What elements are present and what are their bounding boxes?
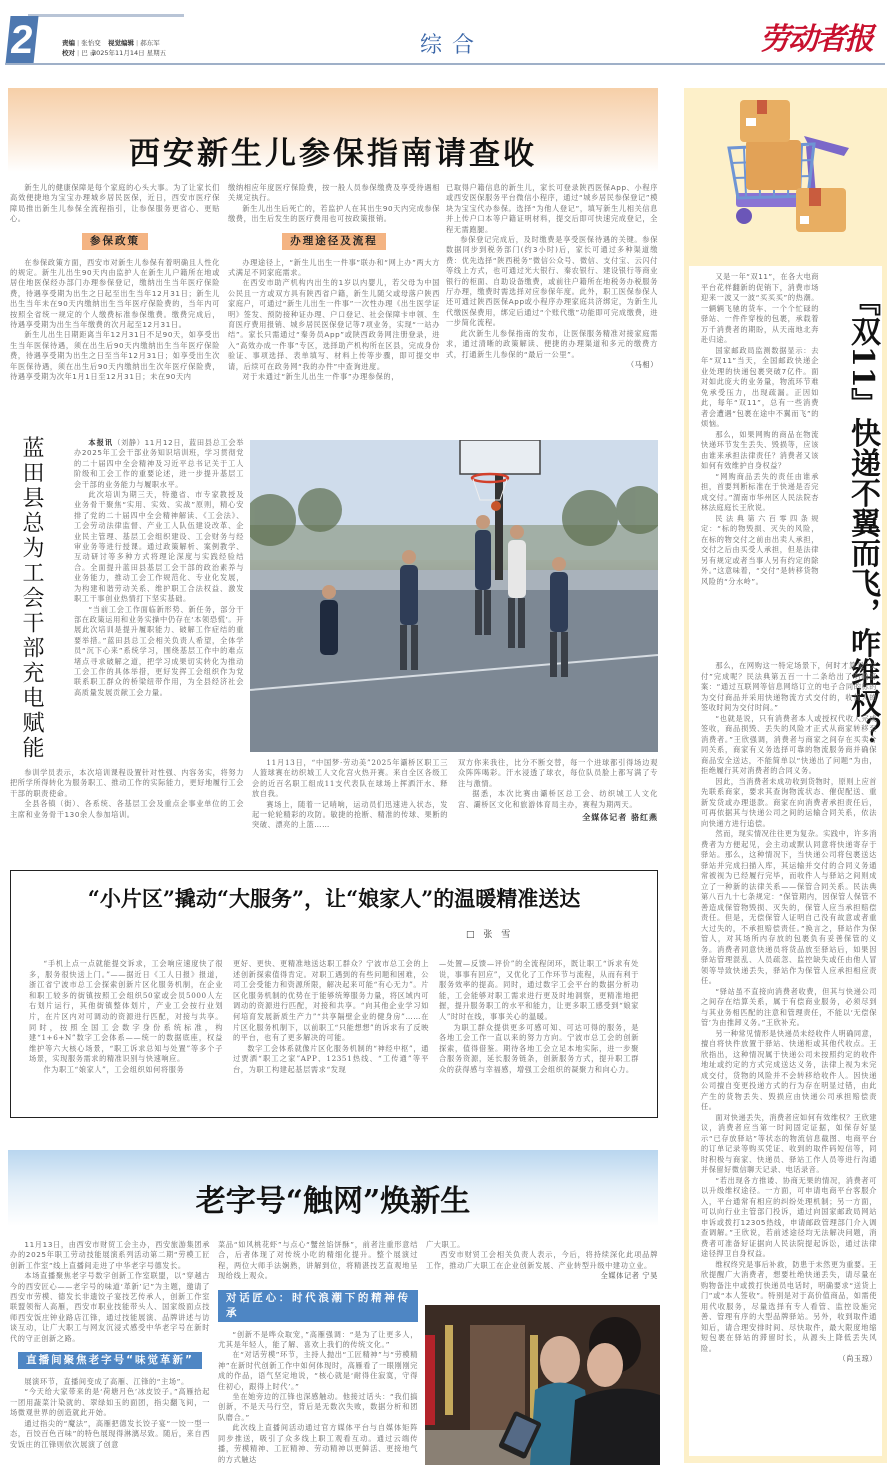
sidebar-title[interactable]: 『双11』快递不翼而飞，咋维权？	[845, 286, 880, 748]
sidebar-paragraph: 国家邮政局监测数据显示：去年“双11”当天，全国邮政快递企业处理的快递包裹突破7亿件。面对如此庞大的业务量，物流环节难免承受压力，出现疏漏。正因如此，每年“双11”，总有一些消费者会遭遇“包裹在途中不翼而飞”的烦恼。	[701, 345, 819, 428]
page-header	[0, 0, 892, 72]
sidebar-paragraph: 又是一年“双11”，在各大电商平台花样翻新的促销下，消费市场迎来一波又一波“买买买”的热潮。一辆辆飞驰的货车、一个个忙碌的驿站、一件件穿梭的包裹，承载着万千消费者的期盼，从天南地北奔赴归途。	[701, 272, 819, 344]
editor-label: 责编	[62, 39, 75, 47]
photo-story-paragraph: 赛场上，随着一记哨响，运动员们迅速进入状态，发起一轮轮精彩的攻防。敏捷的抢断、精准的传球、果断的突破、漂亮的上篮……	[252, 799, 448, 830]
article1-paragraph: 缴纳相应年度医疗保险费，按一般人员参保缴费及享受待遇相关规定执行。	[228, 183, 440, 203]
article3-column-1	[29, 959, 223, 1076]
article2-paragraph: 全县各镇（街）、各系统、各基层工会及重点企事业单位的工会主席和业务骨干130余人参加培训。	[10, 799, 244, 819]
masthead-logo[interactable]: 劳动者报	[760, 22, 872, 57]
article2-title[interactable]: 蓝田县总为工会干部充电赋能	[19, 436, 44, 761]
article1-subhead-policy: 参保政策	[82, 233, 148, 250]
visual-editor-label: 视觉编辑	[108, 39, 134, 47]
article2-paragraph: “当前工会工作面临新形势、新任务，部分干部在政策运用和业务实操中仍存在‘本领恐慌’。开展此次培训是提升履职能力、破解工作症结的重要举措。”蓝田县总工会相关负责人希望，全体学员“沉下心来”系统学习，围绕基层工作中的难点堵点寻求破解之道，把学习成果切实转化为推动工会工作的具体举措，更好发挥工会组织作为党联系职工群众的桥梁纽带作用，为全县经济社会高质量发展贡献工会力量。	[74, 604, 244, 697]
article4-paragraph: 本场直播聚焦老字号数字创新工作室联盟，以“穿越古今的西安匠心——老字号的味道‘革新’记”为主题，邀请了西安市劳模、德发长非遗饺子宴技艺传承人，创新工作室联盟领衔人高雁，西安市职业技能带头人、国家级面点技师西安饭庄钟业路店江锋，通过技能展演、品牌讲述与访谈互动，让广大职工与网友沉浸式感受中华老字号在新时代的守正创新之路。	[10, 1271, 210, 1343]
article4-column-1	[10, 1240, 210, 1450]
article1-paragraph: 此次新生儿参保指南的发布，让医保服务精准对接家庭需求，通过清晰的政策解读、便捷的办理渠道和多元的缴费方式，打通新生儿参保的“最后一公里”。	[446, 328, 658, 359]
section-title: 综合	[420, 33, 485, 58]
article1-byline: （马相）	[626, 359, 658, 369]
livestream-photo[interactable]	[425, 1305, 660, 1465]
sidebar-paragraph: “若出现各方推诿、协商无果的情况，消费者可以升级维权途径。一方面，可申请电商平台客服介入，平台通常有相应的纠纷处理机制；另一方面，可以向行业主管部门投诉，通过向国家邮政局网站申诉或拨打12305热线，申请邮政管理部门介入调查调解。”王欣说，若前述途径均无法解决问题，消费者可准备好证据向人民法院提起诉讼，通过法律途径捍卫自身权益。	[701, 1175, 877, 1258]
article4-paragraph: 11月13日，由西安市财贸工会主办，西安旅游集团承办的2025年职工劳动技能展演系列活动第二期“劳模工匠创新工作室”线上直播间走进了中华老字号德发长。	[10, 1240, 210, 1270]
header-rule-top	[28, 14, 184, 17]
article3-column-2	[233, 959, 429, 1076]
article1-paragraph: 在西安市助产机构内出生的1岁以内婴儿，若父母为中国公民且一方或双方具有陕西省户籍，新生儿随父或母落户陕西家庭户，可通过“新生儿出生一件事”一次性办理《出生医学证明》签发、预防接种证办理、户口登记、社会保障卡申领、生育医疗费用报销、城乡居民医保登记等7项业务，实现“一站办结”。家长只需通过“秦务员App”或陕西政务网注册登录，进入“高效办成一件事”专区，选择助产机构所在区县，完成身份验证、事项选择、表单填写、材料上传等步骤，即可提交申请，后续可在政务网“我的办件”中查询进度。	[228, 278, 440, 371]
sidebar-paragraph: 因此，当消费者未成功收到货物时，原则上应首先联系商家，要求其查询物流状态、催促配送、重新发货或办理退款。商家在向消费者承担责任后，可再依据其与快递公司之间的运输合同关系，依法向快递方进行追偿。	[701, 776, 877, 828]
article4-paragraph: 菜品“如风桃花虾”与点心“蟹丝馅饼酥”，前者注重形意结合，后者体现了对传统小吃的精细化提升。整个展演过程，两位大师手法娴熟，讲解到位，将精湛技艺直观地呈现给线上观众。	[218, 1240, 418, 1281]
article3-author: 张 雪	[483, 930, 514, 940]
sidebar-paragraph: 另一种常见情形是快递员未经收件人明确同意，擅自将快件放置于驿站、快递柜或其他代收点。王欣指出，这种情况属于快递公司未按照约定的收件地址或约定的方式完成送达义务，法律上视为未完成交付，货物的风险并不会转移给收件人。因快递公司擅自变更投递方式的行为存在明显过错，由此产生的货物丢失、毁损应由快递公司承担赔偿责任。	[701, 1028, 877, 1111]
livestream-scene-illustration	[425, 1305, 660, 1465]
article4-byline: 全媒体记者 宁昊	[600, 1271, 658, 1281]
shopping-cart-illustration	[684, 88, 887, 266]
article4-paragraph: 坐在她旁边的江锋也深感触动。他接过话头：“我们搞创新，不是天马行空，背后是无数次失败，数据分析和团队磨合。”	[218, 1392, 418, 1422]
article3-column-3	[439, 959, 639, 1076]
article1-column-1	[10, 183, 220, 383]
article2-paragraph: （刘静）11月12日，蓝田县总工会举办2025年工会干部业务知识培训班，学习贯彻党的二十届四中全会精神及习近平总书记关于工人阶级和工会工作的重要论述，进一步提升基层工会干部的业务能力与履职水平。	[74, 438, 244, 489]
header-rule-bottom	[5, 63, 885, 65]
article1-paragraph: 新生儿出生日期距离当年12月31日不足90天，如享受出生当年医保待遇，须在出生后90天内缴纳出生当年医疗保险费，待遇享受期为出生之日至当年12月31日；如享受出生次年医保待遇，须在出生后90天内缴纳出生次年医疗保险费，待遇享受期为次年1月1日至12月31日；未在90天内	[10, 330, 220, 382]
article2-dateline: 本报讯	[88, 438, 114, 447]
article1-banner	[8, 88, 658, 172]
sidebar-paragraph: 然而，现实情况往往更为复杂。实践中，许多消费者为方便起见，会主动或默认同意将快递寄存于驿站。那么，这种情况下，当快递公司将包裹送达驿站并完成扫描入库，其运输并交付的合同义务通常被视为已经履行完毕，而收件人与驿站之间则成立了一种新的法律关系——保管合同关系。民法典第八百九十七条规定：“保管期内，因保管人保管不善造成保管物毁损、灭失的，保管人应当承担赔偿责任。但是，无偿保管人证明自己没有故意或者重大过失的，不承担赔偿责任。”换言之，驿站作为保管人，对其场所内存放的包裹负有妥善保管的义务。消费者同意快递员将货品放至驿站后，如果因驿站管理混乱、人员疏忽、监控缺失或任由他人冒领等导致快递丢失，驿站作为保管人应承担相应责任。	[701, 829, 877, 985]
article2-paragraph: 此次培训为期三天，特邀省、市专家教授及业务骨干聚焦“实用、实效、实战”原则，精心安排了党的二十届四中全会精神解读、《工会法》、工会劳动法律监督、产业工人队伍建设改革、企业民主管理、基层工会组织建设、工会财务与经审业务等进行授课。通过政策解析、案例教学、互动研讨等多种方式将理论深度与实践经验结合。全面提升蓝田县基层工会干部的政治素养与业务能力，推动工会工作规范化、专业化发展，为构建和谐劳动关系、维护职工合法权益、激发职工干事创业热情打下坚实基础。	[74, 490, 244, 604]
article1-subhead-process: 办理途径及流程	[282, 233, 386, 250]
article3-title[interactable]: “小片区”撬动“大服务”，让“娘家人”的温暖精准送达	[87, 886, 581, 911]
article1-column-3	[446, 183, 658, 370]
article4-title[interactable]: 老字号“触网”焕新生	[195, 1184, 471, 1219]
basketball-scene-illustration	[250, 440, 658, 752]
basketball-photo[interactable]	[250, 440, 658, 752]
article4-subhead-dialogue: 对话匠心：时代浪潮下的精神传承	[218, 1290, 418, 1322]
article2-paragraph: 参训学员表示，本次培训课程设置针对性强、内容务实，将努力把所学所得转化为服务职工、推动工作的实际能力，更好地履行工会干部的职责使命。	[10, 768, 244, 798]
article3-paragraph: 为职工群众提供更多可感可知、可达可得的服务，是各地工会工作一直以来的努力方向。宁波市总工会的创新探索，值得借鉴。期待各地工会立足本地实际，进一步聚合服务资源，延长服务链条，创新服务方式，提升职工群众的获得感与幸福感，增强工会组织的凝聚力和向心力。	[439, 1022, 639, 1074]
article4-paragraph: “创新不是哗众取宠，”高雁强调：“是为了让更多人，尤其是年轻人，能了解、喜欢上我们的传统文化。”	[218, 1329, 418, 1350]
visual-editor-name: 郝东军	[140, 39, 160, 47]
editor-credits: 责编 | 张怡变 校对 | 巴 赤	[62, 39, 101, 57]
editor-name: 张怡变	[81, 39, 101, 47]
photo-story-column-1	[252, 758, 448, 831]
sidebar-paragraph: “网购商品丢失的责任由谁承担，首要判断标准在于快递是否完成交付。”渭南市华州区人民法院杏林法庭庭长王欣说。	[701, 471, 819, 512]
article3-paragraph: 更好、更快、更精准地送达职工群众？宁波市总工会的上述创新探索值得肯定。对职工遇到的有些问题和困难，公司工会受能力和资源所限，解决起来可能“有心无力”。片区化服务机制的优势在于能够统筹服务力量，将区域内可调动的资源进行匹配，对接和共享。“向其他企业学习如何培育发展新质生产力”“共享隔壁企业的健身房”……在片区化服务机制下，以前职工“只能想想”的诉求有了反映的平台，也有了更多解决的可能。	[233, 959, 429, 1043]
article4-paragraph: “今天给大家带来的是‘荷塘月色’冰皮饺子。”高雁拾起一团用蔬菜汁染就的、翠绿如玉的面团，指尖翻飞间，一场微观世界的创造就此开始。	[10, 1387, 210, 1418]
sidebar-paragraph: 那么，在网购这一特定场景下，何时才算是“交付”完成呢？民法典第五百一十二条给出了明确答案：“通过互联网等信息网络订立的电子合同的标的为交付商品并采用快递物流方式交付的，收货人的签收时间为交付时间。”	[701, 661, 877, 712]
article3-paragraph: “手机上点一点就能提交诉求，工会响应速度快了很多，服务很快送上门。”——据近日《工人日报》报道，浙江省宁波市总工会探索创新片区化服务机制，在企业和职工较多的街镇按照工会组织50家或会员5000人左右划片运行，其他街镇整体划片，产业工会按行业划片，在片区内对可调动的资源进行匹配，对接与共享。同时，按照全国工会数字身份系统标准，构建“1+6+N”数字工会体系——统一的数据底座，权益维护等六大核心场景，“职工诉求总知与处置”等多个子场景，实现服务需求的精准识别与快速响应。	[29, 959, 223, 1064]
article4-paragraph: 此次线上直播间活动通过官方媒体平台与自媒体矩阵同步推送，吸引了众多线上职工观看互动。通过云端传播，劳模精神、工匠精神、劳动精神以更鲜活、更接地气的方式触达	[218, 1423, 418, 1464]
article4-column-3	[426, 1240, 658, 1282]
article4-paragraph: 展演环节，直播间变成了高雁、江锋的“主场”。	[24, 1377, 189, 1387]
article4-paragraph: 广大职工。	[426, 1240, 465, 1249]
page-number: 2	[5, 16, 38, 64]
article1-paragraph: 对于未通过“新生儿出生一件事”办理参保的，	[242, 372, 400, 382]
sidebar-paragraph: 面对快递丢失，消费者应如何有效维权？王欣建议，消费者应当第一时间固定证据，如保存好显示“已存放驿站”等状态的物流信息截图、电商平台的订单记录等购买凭证、收到的取件码短信等，同时积极与商家、快递员、驿站工作人员等进行沟通并保留好微信聊天记录、电话录音。	[701, 1112, 877, 1174]
sidebar-paragraph: “也就是说，只有消费者本人或授权代收人完成签收，商品损毁、丢失的风险才正式从商家转移至消费者。”王欣强调，消费者与商家之间存在买卖合同关系，商家有义务选择可靠的物流服务商并确保商品安全送达，不能简单以“快递出了问题”为由，拒绝履行其对消费者的合同义务。	[701, 713, 877, 775]
article3-box	[10, 870, 658, 1118]
photo-story-byline: 全媒体记者 骆红燕	[582, 812, 658, 823]
article2-column-1	[74, 438, 244, 730]
issue-date: 2025年11月14日 星期五	[92, 49, 167, 57]
article1-intro: 新生儿的健康保障是每个家庭的心头大事。为了让家长们高效便捷地为宝宝办理城乡居民医保，近日，西安市医疗保障局推出新生儿参保全流程指引，让参保服务更省心、更贴心。	[10, 183, 220, 224]
article1-paragraph: 新生儿出生后死亡的，若监护人在其出生90天内完成参保缴费，出生后发生的医疗费用也可按政策报销。	[228, 203, 440, 224]
article1-column-2	[228, 183, 440, 383]
sidebar-article	[684, 88, 887, 1463]
cart-with-boxes-icon	[684, 88, 887, 266]
article3-byline	[466, 927, 513, 940]
article3-paragraph: 作为职工“娘家人”，工会组织如何将服务	[43, 1064, 185, 1074]
article2-column-bottom	[10, 768, 244, 820]
article1-paragraph: 参保登记完成后，及时缴费是享受医保待遇的关键。参保数据同步到税务部门(约3小时)后，家长可通过多种渠道缴费：优先选择“陕西税务”微信公众号、微信、支付宝、云闪付等线上方式，也可通过光大银行、秦农银行、建设银行等商业银行的柜面、自助设备缴费，或前往户籍所在地税务办税服务厅办理，缴费时需选择对应参保年度。此外，职工医保参保人还可通过陕西医保App或小程序办理家庭共济绑定，为新生儿代缴医保费用，绑定后通过“个账代缴”功能即可完成缴费，进一步简化流程。	[446, 235, 658, 328]
photo-story-paragraph: 双方你来我往，比分不断交替，每一个进球都引得场边观众阵阵喝彩。汗水浸透了球衣，每位队员脸上都写满了专注与激情。	[458, 758, 658, 788]
article4-paragraph: 通过指尖的“魔法”，高雁把德发长饺子宴“一饺一型一态，百饺百色百味”的特色展现得淋漓尽致。随后，来自西安饭庄的江锋则依次展演了创意	[10, 1418, 210, 1449]
article4-paragraph: 在“对话劳模”环节，主持人抛出“工匠精神”与“劳模精神”在新时代创新工作中如何体现时，高雁看了一眼刚刚完成的作品，语气坚定地说，“核心就是‘耐得住寂寞，守得住初心，跟得上时代’。”	[218, 1350, 418, 1391]
article4-paragraph: 西安市财贸工会相关负责人表示，今后，将持续深化此项品牌工作，推动广大职工在企业创新发展、产业转型升级中建功立业。	[426, 1250, 658, 1270]
sidebar-paragraph: 那么，如果网购的商品在物流快递环节发生丢失、毁损等，应该由谁来承担法律责任？消费者又该如何有效维护自身权益？	[701, 429, 819, 470]
article1-paragraph: 在参保政策方面，西安市对新生儿参保有着明确且人性化的规定。新生儿出生90天内由监护人在新生儿户籍所在地或居住地医保经办部门办理参保登记，缴纳出生当年医疗保险费，待遇享受期为出生之日起至出生当年12月31日；新生儿出生当年未在90天内缴纳出生当年医疗保险费的，当年内可按照全省统一规定的个人缴费标准参保缴费。缴费完成后，待遇享受期为出生当年缴费的次月起至12月31日。	[10, 257, 220, 330]
photo-story-paragraph: 11月13日，“中国梦·劳动美”2025年灞桥区职工三人篮球赛在纺织城工人文化宫火热开赛。来自全区各级工会的近百名职工组成11支代表队在球场上挥洒汗水、释放自我。	[252, 758, 448, 799]
article4-banner	[8, 1150, 658, 1226]
proof-label: 校对	[62, 49, 75, 57]
article4-subhead-livestream: 直播间聚焦老字号“味觉革新”	[18, 1352, 202, 1369]
article1-paragraph: 办理途径上，“新生儿出生一件事”联办和“网上办”两大方式满足不同家庭需求。	[228, 257, 440, 278]
article4-column-2	[218, 1240, 418, 1465]
article3-paragraph: 数字工会体系就像片区化服务机制的“神经中枢”，通过贾洒“职工之家”APP、12351热线、“工传通”等平台，为职工构建起基层需求“发现	[233, 1043, 429, 1074]
photo-story-paragraph: 据悉，本次比赛由灞桥区总工会、纺织城工人文化宫、灞桥区文化和旅游体育局主办，赛程为期两天。	[458, 789, 658, 809]
sidebar-paragraph: 民法典第六百零四条规定：“标的物毁损、灭失的风险，在标的物交付之前由出卖人承担，交付之后由买受人承担，但是法律另有规定或者当事人另有约定的除外。”这意味着，“交付”是转移货物风险的“分水岭”。	[701, 513, 819, 586]
author-box-icon: □	[466, 930, 478, 940]
visual-credits: 视觉编辑 | 郝东军 2025年11月14日 星期五	[92, 39, 167, 57]
sidebar-paragraph: 维权终究是事后补救，防患于未然更为重要。王欣提醒广大消费者，想要杜绝快递丢失，请尽量在购物备注中或拨打快递员电话时，明确要求“送货上门”或“本人签收”。特别是对于高价值商品，如需使用代收服务，尽量选择有专人看管、监控设施完善、管理有序的大型品牌驿站。另外，收到取件通知后，请合理安排时间、尽快取件，最大限度地缩短包裹在驿站的滞留时长，从源头上降低丢失风险。	[701, 1259, 877, 1353]
sidebar-byline: （尚玉琼）	[838, 1354, 877, 1363]
sidebar-paragraph: “驿站虽不直接向消费者收费，但其与快递公司之间存在结算关系，属于有偿商业服务，必须尽到与其业务相匹配的注意和管理责任，不能以‘无偿保管’为由推卸义务。”王欣补充。	[701, 986, 877, 1027]
article1-paragraph: 已取得户籍信息的新生儿，家长可登录陕西医保App、小程序或西安医保服务平台微信小程序，通过“城乡居民参保登记”模块为宝宝代办参保。选择“为他人登记”，填写新生儿相关信息并上传户口本等户籍证明材料，提交后即可快速完成登记，全程无需跑腿。	[446, 183, 658, 234]
sidebar-column-narrow	[701, 272, 819, 587]
article1-title[interactable]: 西安新生儿参保指南请查收	[129, 136, 537, 172]
article3-paragraph: —处置—反馈—评价”的全流程闭环，既让职工“诉求有处说，事事有回应”，又优化了工作环节与流程，从而有利于服务效率的提高。同时，通过数字工会平台的数据分析功能，工会能够对职工需求进行更及时地洞察，更精准地把握，提升服务职工的水平和能力，让更多职工感受到“娘家人”时时在线，事事关心的温暖。	[439, 959, 639, 1021]
proof-name: 巴 赤	[81, 49, 97, 57]
photo-story-column-2	[458, 758, 658, 822]
sidebar-column-wide	[701, 661, 877, 1451]
sidebar-text-area	[689, 266, 882, 1456]
